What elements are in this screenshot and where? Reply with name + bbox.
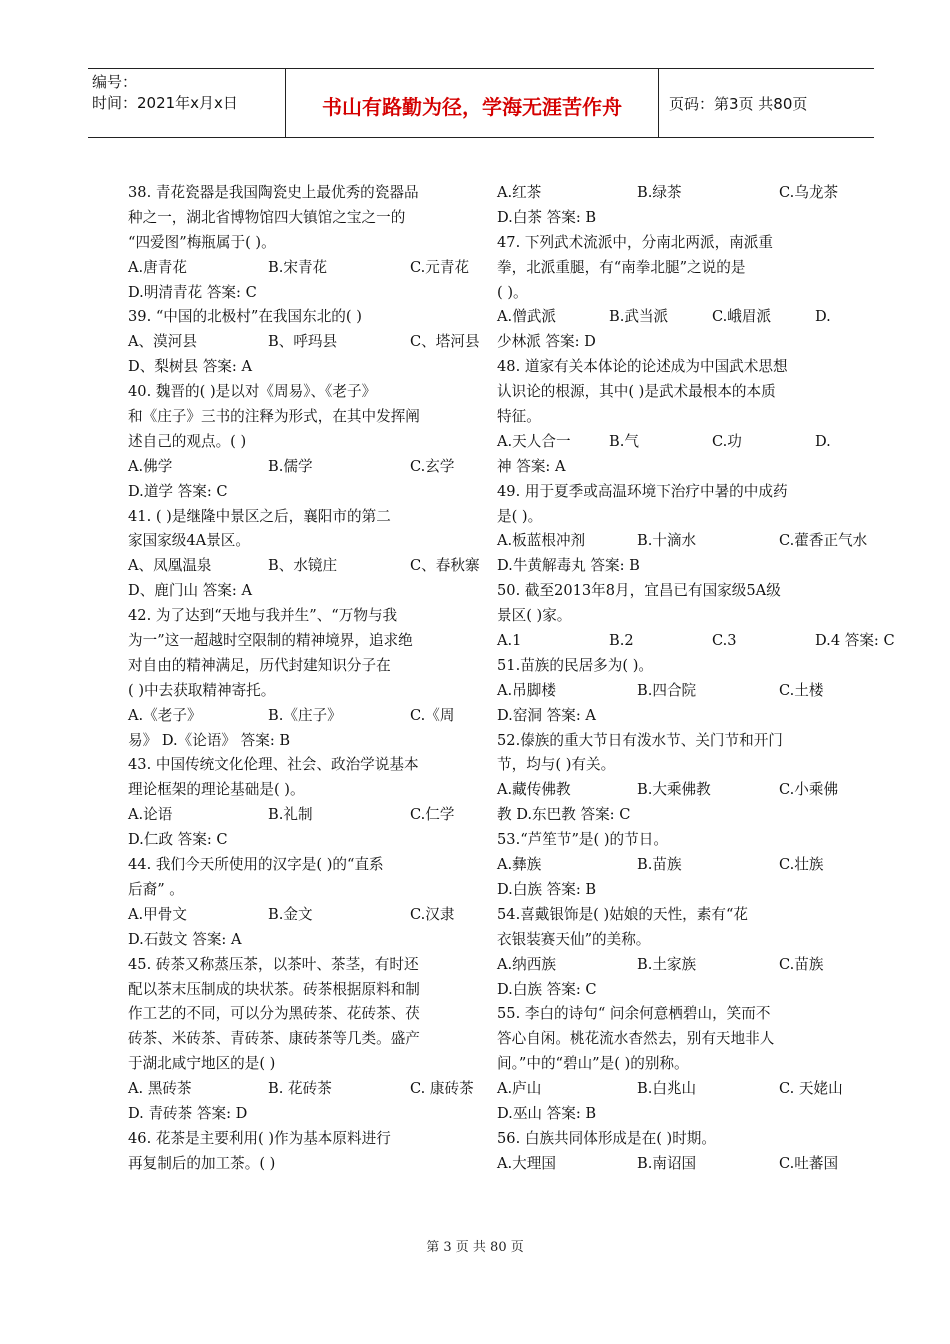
option-item: A.论语: [128, 806, 173, 824]
option-item: A.甲骨文: [128, 905, 187, 923]
option-item: B.2: [609, 632, 634, 650]
text-line: 认识论的根源，其中( )是武术最根本的本质: [497, 383, 776, 401]
option-item: B.绿茶: [637, 184, 682, 201]
text-line: 答心自闲。桃花流水杳然去，别有天地非人: [497, 1030, 775, 1048]
option-item: A.僧武派: [497, 308, 556, 326]
option-item: C、春秋寨: [410, 557, 480, 575]
option-item: C. 天姥山: [779, 1080, 843, 1098]
option-item: C.土楼: [779, 681, 824, 699]
text-line: 间。”中的“碧山”是( )的别称。: [497, 1055, 689, 1073]
option-row: [128, 455, 496, 480]
text-line: 52.傣族的重大节日有泼水节、关门节和开门: [497, 731, 783, 749]
option-item: D.4 答案: C: [815, 632, 895, 650]
text-line: ( )中去获取精神寄托。: [128, 681, 276, 699]
text-line: 53.“芦笙节”是( )的节日。: [497, 831, 668, 849]
option-item: A.《老子》: [128, 706, 202, 724]
option-item: B.金文: [268, 905, 313, 923]
option-item: A.彝族: [497, 856, 542, 874]
option-item: C.元青花: [410, 258, 470, 276]
page-header: [88, 68, 874, 138]
code-label: 编号：: [92, 73, 138, 91]
header-page-info: 页码：第3页 共80页: [669, 95, 808, 113]
header-divider: [658, 69, 659, 137]
text-line: 砖茶、米砖茶、青砖茶、康砖茶等几类。盛产: [128, 1030, 420, 1048]
option-item: B.南诏国: [637, 1154, 697, 1172]
option-item: B.大乘佛教: [637, 781, 711, 799]
text-line: D.白族 答案: C: [497, 980, 597, 998]
text-line: 46. 花茶是主要利用( )作为基本原料进行: [128, 1129, 391, 1147]
text-line: D.巫山 答案: B: [497, 1104, 597, 1122]
option-row: [128, 704, 496, 729]
text-line: 衣银装赛天仙”的美称。: [497, 930, 651, 948]
text-line: 节，均与( )有关。: [497, 756, 616, 774]
text-line: 拳，北派重腿，有“南拳北腿”之说的是: [497, 258, 746, 276]
option-item: B.《庄子》: [268, 706, 342, 724]
text-line: 再复制后的加工茶。( ): [128, 1154, 276, 1172]
option-item: C.藿香正气水: [779, 532, 868, 550]
option-item: B.武当派: [609, 308, 669, 326]
option-item: B.气: [609, 432, 639, 450]
option-row: [497, 679, 865, 704]
text-line: 后裔” 。: [128, 880, 184, 898]
text-line: 种之一，湖北省博物馆四大镇馆之宝之一的: [128, 208, 406, 226]
option-item: C.乌龙茶: [779, 184, 839, 201]
option-item: A、凤凰温泉: [128, 557, 212, 575]
text-line: D.仁政 答案: C: [128, 831, 228, 849]
option-item: B.宋青花: [268, 258, 328, 276]
left-column: [128, 181, 496, 1177]
text-line: 是( )。: [497, 507, 543, 525]
option-item: A.大理国: [497, 1154, 556, 1172]
text-line: 38. 青花瓷器是我国陶瓷史上最优秀的瓷器品: [128, 184, 419, 201]
text-line: 对自由的精神满足，历代封建知识分子在: [128, 656, 391, 674]
text-line: 配以茶末压制成的块状茶。砖茶根据原料和制: [128, 980, 420, 998]
option-row: [497, 1152, 865, 1177]
text-line: 51.苗族的民居多为( )。: [497, 656, 653, 674]
option-item: C.3: [712, 632, 737, 650]
option-item: C. 康砖茶: [410, 1080, 474, 1098]
text-line: 40. 魏晋的( )是以对《周易》、《老子》: [128, 383, 377, 401]
option-row: [128, 554, 496, 579]
option-item: D.: [815, 432, 831, 450]
option-row: [128, 903, 496, 928]
option-item: A.板蓝根冲剂: [497, 532, 586, 550]
text-line: 理论框架的理论基础是( )。: [128, 781, 305, 799]
option-item: A.天人合一: [497, 432, 571, 450]
option-item: A.吊脚楼: [497, 681, 556, 699]
text-line: 56. 白族共同体形成是在( )时期。: [497, 1129, 716, 1147]
option-row: [128, 803, 496, 828]
option-item: C.苗族: [779, 955, 824, 973]
text-line: 为一”这一超越时空限制的精神境界，追求绝: [128, 632, 413, 650]
option-item: A.藏传佛教: [497, 781, 571, 799]
option-item: B、水镜庄: [268, 557, 338, 575]
option-row: [497, 778, 865, 803]
text-line: 48. 道家有关本体论的论述成为中国武术思想: [497, 358, 788, 376]
option-item: C.峨眉派: [712, 308, 772, 326]
option-item: B.苗族: [637, 856, 682, 874]
text-line: 39. “中国的北极村”在我国东北的( ): [128, 308, 362, 326]
text-line: 47. 下列武术流派中，分南北两派，南派重: [497, 233, 773, 251]
text-line: 49. 用于夏季或高温环境下治疗中暑的中成药: [497, 482, 788, 500]
text-line: 述自己的观点。( ): [128, 432, 247, 450]
option-row: [497, 853, 865, 878]
text-line: D. 青砖茶 答案: D: [128, 1104, 248, 1122]
option-item: B. 花砖茶: [268, 1080, 332, 1098]
text-line: “四爱图”梅瓶属于( )。: [128, 233, 276, 251]
text-line: D.白族 答案: B: [497, 880, 597, 898]
option-row: [497, 181, 865, 206]
text-line: 43. 中国传统文化伦理、社会、政治学说基本: [128, 756, 419, 774]
text-line: 50. 截至2013年8月，宜昌已有国家级5A级: [497, 582, 781, 600]
option-item: A.唐青花: [128, 258, 187, 276]
option-item: B.儒学: [268, 457, 313, 475]
text-line: 54.喜戴银饰是( )姑娘的天性，素有“花: [497, 905, 749, 923]
option-item: A.1: [497, 632, 522, 650]
option-item: B.礼制: [268, 806, 313, 824]
option-item: C.功: [712, 432, 742, 450]
text-line: D.石鼓文 答案: A: [128, 930, 242, 948]
text-line: 45. 砖茶又称蒸压茶，以茶叶、茶茎，有时还: [128, 955, 419, 973]
time-label: 时间：2021年x月x日: [92, 94, 238, 112]
right-column: [497, 181, 895, 1177]
text-line: 易》 D.《论语》 答案: B: [128, 731, 291, 749]
text-line: D.道学 答案: C: [128, 482, 228, 500]
text-line: 于湖北咸宁地区的是( ): [128, 1055, 276, 1073]
text-line: 神 答案: A: [497, 457, 566, 475]
option-row: [497, 529, 868, 554]
option-row: [497, 430, 865, 455]
option-item: C.仁学: [410, 806, 455, 824]
header-meta: [92, 72, 238, 114]
option-item: B.白兆山: [637, 1080, 697, 1098]
option-item: A、漠河县: [128, 333, 197, 351]
text-line: D.窑洞 答案: A: [497, 706, 596, 724]
option-row: [128, 330, 496, 355]
option-row: [497, 953, 865, 978]
option-item: A.庐山: [497, 1080, 542, 1098]
option-item: C.小乘佛: [779, 781, 839, 799]
option-row: [128, 1077, 496, 1102]
text-line: ( )。: [497, 283, 528, 301]
header-motto: 书山有路勤为径，学海无涯苦作舟: [322, 95, 622, 119]
option-item: C.壮族: [779, 856, 824, 874]
page-footer: 第 3 页 共 80 页: [426, 1240, 524, 1255]
option-item: A.红茶: [497, 184, 542, 201]
option-item: B、呼玛县: [268, 333, 338, 351]
text-line: D.明清青花 答案: C: [128, 283, 257, 301]
option-row: [497, 305, 865, 330]
option-item: C.汉隶: [410, 905, 455, 923]
text-line: 和《庄子》三书的注释为形式，在其中发挥阐: [128, 408, 420, 426]
text-line: D、鹿门山 答案: A: [128, 582, 252, 600]
option-row: [497, 629, 895, 654]
text-line: 44. 我们今天所使用的汉字是( )的“直系: [128, 856, 384, 874]
text-line: 景区( )家。: [497, 607, 572, 625]
text-line: 少林派 答案: D: [497, 333, 596, 351]
option-item: A. 黑砖茶: [128, 1080, 192, 1098]
text-line: 特征。: [497, 408, 541, 426]
text-line: 作工艺的不同，可以分为黑砖茶、花砖茶、茯: [128, 1005, 420, 1023]
text-line: D、梨树县 答案: A: [128, 358, 252, 376]
text-line: D.白茶 答案: B: [497, 208, 597, 226]
text-line: 41. ( )是继隆中景区之后，襄阳市的第二: [128, 507, 391, 525]
option-item: A.纳西族: [497, 955, 556, 973]
option-item: C.《周: [410, 706, 455, 724]
option-item: C.吐蕃国: [779, 1154, 839, 1172]
text-line: 教 D.东巴教 答案: C: [497, 806, 631, 824]
text-line: 家国家级4A景区。: [128, 532, 250, 550]
text-line: 55. 李白的诗句“ 问余何意栖碧山，笑而不: [497, 1005, 771, 1023]
option-item: C、塔河县: [410, 333, 480, 351]
option-item: B.土家族: [637, 955, 697, 973]
option-item: B.四合院: [637, 681, 697, 699]
option-row: [497, 1077, 865, 1102]
option-item: A.佛学: [128, 457, 173, 475]
option-item: D.: [815, 308, 831, 326]
text-line: D.牛黄解毒丸 答案: B: [497, 557, 640, 575]
option-item: C.玄学: [410, 457, 455, 475]
option-row: [128, 256, 496, 281]
option-item: B.十滴水: [637, 532, 697, 550]
text-line: 42. 为了达到“天地与我并生”、“万物与我: [128, 607, 398, 625]
